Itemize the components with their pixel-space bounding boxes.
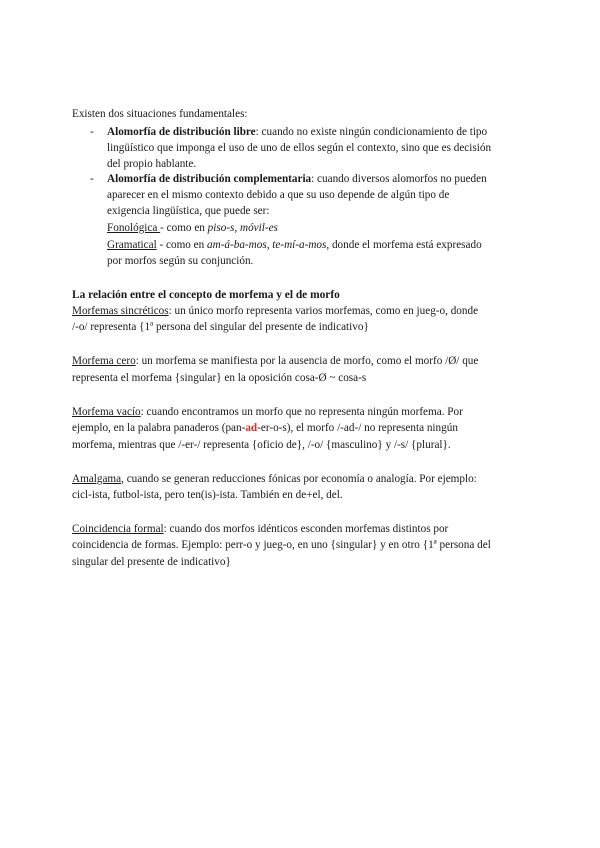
cero-line-1: Morfema cero: un morfema se manifiesta por la ausencia de morfo, como el morfo /Ø/ que bbox=[72, 355, 479, 367]
cero-label: Morfema cero bbox=[72, 355, 136, 367]
complementaria-term: Alomorfía de distribución complementaria bbox=[107, 173, 312, 185]
gramatical-label: Gramatical bbox=[107, 239, 157, 251]
complementaria-line-3: exigencia lingüística, que puede ser: bbox=[107, 205, 270, 217]
vacio-line-1: Morfema vacío: cuando encontramos un morfo que no representa ningún morfema. Por bbox=[72, 406, 463, 418]
fonologica-line: Fonológica - como en piso-s, móvil-es bbox=[107, 222, 278, 234]
libre-term: Alomorfía de distribución libre bbox=[107, 126, 256, 138]
sincreticos-line-1: Morfemas sincréticos: un único morfo representa varios morfemas, como en jueg-o, donde bbox=[72, 305, 479, 317]
complementaria-line-1: Alomorfía de distribución complementaria: cuando diversos alomorfos no pueden bbox=[107, 173, 487, 185]
fonologica-label: Fonológica bbox=[107, 222, 161, 234]
sincreticos-line-2: /-o/ representa {1ª persona del singular del presente de indicativo} bbox=[72, 321, 369, 333]
highlighted-morph: ad bbox=[245, 422, 258, 434]
intro-line: Existen dos situaciones fundamentales: bbox=[72, 108, 248, 120]
coincidencia-line-2: coincidencia de formas. Ejemplo: perr-o y jueg-o, en uno {singular} y en otro {1ª persona del bbox=[72, 539, 491, 551]
sincreticos-label: Morfemas sincréticos bbox=[72, 305, 169, 317]
coincidencia-label: Coincidencia formal bbox=[72, 523, 164, 535]
vacio-line-3: morfema, mientras que /-er-/ representa {oficio de}, /-o/ {masculino} y /-s/ {plural}. bbox=[72, 439, 451, 451]
vacio-line-2: ejemplo, en la palabra panaderos (pan-ad-er-o-s), el morfo /-ad-/ no representa ningún bbox=[72, 422, 458, 434]
libre-line-2: lingüístico que imponga el uso de uno de ellos según el contexto, sino que es decisión bbox=[107, 142, 492, 154]
complementaria-line-2: aparecer en el mismo contexto debido a que su uso depende de algún tipo de bbox=[107, 189, 450, 201]
gramatical-line-1: Gramatical - como en am-á-ba-mos, te-mí-a-mos, donde el morfema está expresado bbox=[107, 239, 482, 251]
libre-line-3: del propio hablante. bbox=[107, 158, 197, 170]
vacio-label: Morfema vacío bbox=[72, 406, 141, 418]
section-heading: La relación entre el concepto de morfema y el de morfo bbox=[72, 289, 340, 301]
gramatical-line-2: por morfos según su conjunción. bbox=[107, 255, 254, 267]
bullet-marker: - bbox=[90, 126, 94, 138]
amalgama-line-1: Amalgama, cuando se generan reducciones fónicas por economía o analogía. Por ejemplo: bbox=[72, 473, 477, 485]
amalgama-label: Amalgama bbox=[72, 473, 122, 485]
coincidencia-line-1: Coincidencia formal: cuando dos morfos idénticos esconden morfemas distintos por bbox=[72, 523, 449, 535]
libre-line-1: Alomorfía de distribución libre: cuando no existe ningún condicionamiento de tipo bbox=[107, 126, 488, 138]
bullet-marker: - bbox=[90, 173, 94, 185]
coincidencia-line-3: singular del presente de indicativo} bbox=[72, 556, 231, 568]
amalgama-line-2: cicl-ista, futbol-ista, pero ten(is)-ista. También en de+el, del. bbox=[72, 489, 343, 501]
cero-line-2: representa el morfema {singular} en la oposición cosa-Ø ~ cosa-s bbox=[72, 372, 367, 384]
